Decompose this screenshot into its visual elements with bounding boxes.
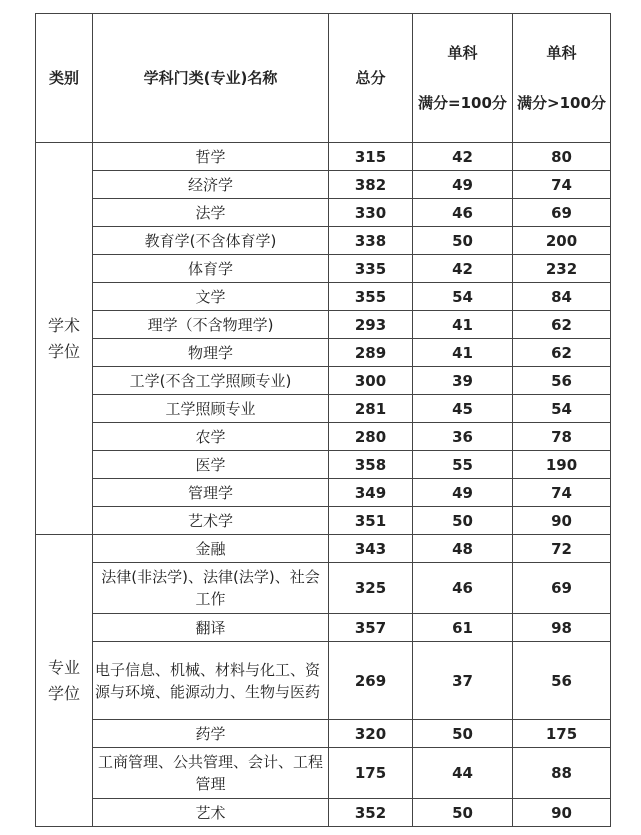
subject-name-cell: 文学 bbox=[93, 283, 329, 311]
table-row bbox=[36, 367, 611, 395]
single-100-score-cell: 49 bbox=[413, 171, 513, 199]
subject-name-cell: 翻译 bbox=[93, 614, 329, 642]
table-row bbox=[36, 395, 611, 423]
total-score-cell: 280 bbox=[329, 423, 413, 451]
single-100-score-cell: 50 bbox=[413, 799, 513, 827]
single-100-score-cell: 44 bbox=[413, 748, 513, 799]
table-row bbox=[36, 535, 611, 563]
single-over-100-score-cell: 74 bbox=[513, 171, 611, 199]
total-score-cell: 315 bbox=[329, 143, 413, 171]
single-100-score-cell: 61 bbox=[413, 614, 513, 642]
table-row bbox=[36, 171, 611, 199]
total-score-cell: 358 bbox=[329, 451, 413, 479]
total-score-cell: 269 bbox=[329, 642, 413, 720]
header-single-100 bbox=[413, 14, 513, 143]
single-100-score-cell: 41 bbox=[413, 311, 513, 339]
subject-name-cell: 理学（不含物理学) bbox=[93, 311, 329, 339]
table-row bbox=[36, 507, 611, 535]
single-over-100-score-cell: 90 bbox=[513, 799, 611, 827]
single-over-100-score-cell: 56 bbox=[513, 367, 611, 395]
subject-name-cell: 电子信息、机械、材料与化工、资源与环境、能源动力、生物与医药 bbox=[93, 642, 329, 720]
single-over-100-score-cell: 54 bbox=[513, 395, 611, 423]
subject-name-cell: 法律(非法学)、法律(法学)、社会工作 bbox=[93, 563, 329, 614]
total-score-cell: 351 bbox=[329, 507, 413, 535]
total-score-cell: 343 bbox=[329, 535, 413, 563]
subject-name-cell: 教育学(不含体育学) bbox=[93, 227, 329, 255]
subject-name-cell: 农学 bbox=[93, 423, 329, 451]
header-category: 类别 bbox=[36, 14, 93, 143]
total-score-cell: 175 bbox=[329, 748, 413, 799]
subject-name-cell: 医学 bbox=[93, 451, 329, 479]
total-score-cell: 330 bbox=[329, 199, 413, 227]
subject-name-cell: 法学 bbox=[93, 199, 329, 227]
category-cell: 专业学位 bbox=[36, 535, 93, 827]
table-row bbox=[36, 799, 611, 827]
single-100-score-cell: 50 bbox=[413, 507, 513, 535]
total-score-cell: 338 bbox=[329, 227, 413, 255]
single-over-100-score-cell: 84 bbox=[513, 283, 611, 311]
header-subject: 学科门类(专业)名称 bbox=[93, 14, 329, 143]
total-score-cell: 335 bbox=[329, 255, 413, 283]
table-row bbox=[36, 642, 611, 720]
single-100-score-cell: 46 bbox=[413, 563, 513, 614]
single-over-100-score-cell: 56 bbox=[513, 642, 611, 720]
single-over-100-score-cell: 232 bbox=[513, 255, 611, 283]
header-single-100-line2: 满分=100分 bbox=[418, 94, 507, 112]
table-row bbox=[36, 311, 611, 339]
total-score-cell: 300 bbox=[329, 367, 413, 395]
total-score-cell: 293 bbox=[329, 311, 413, 339]
single-over-100-score-cell: 78 bbox=[513, 423, 611, 451]
single-over-100-score-cell: 69 bbox=[513, 563, 611, 614]
single-over-100-score-cell: 62 bbox=[513, 311, 611, 339]
single-100-score-cell: 42 bbox=[413, 255, 513, 283]
single-100-score-cell: 41 bbox=[413, 339, 513, 367]
table-row bbox=[36, 227, 611, 255]
single-over-100-score-cell: 98 bbox=[513, 614, 611, 642]
table-row bbox=[36, 720, 611, 748]
header-single-over-100-line2: 满分>100分 bbox=[517, 94, 606, 112]
subject-name-cell: 体育学 bbox=[93, 255, 329, 283]
single-100-score-cell: 50 bbox=[413, 227, 513, 255]
single-over-100-score-cell: 72 bbox=[513, 535, 611, 563]
single-over-100-score-cell: 200 bbox=[513, 227, 611, 255]
single-100-score-cell: 42 bbox=[413, 143, 513, 171]
single-100-score-cell: 45 bbox=[413, 395, 513, 423]
single-100-score-cell: 46 bbox=[413, 199, 513, 227]
table-row bbox=[36, 563, 611, 614]
total-score-cell: 382 bbox=[329, 171, 413, 199]
table-body bbox=[36, 143, 611, 827]
score-table bbox=[35, 13, 611, 827]
subject-name-cell: 哲学 bbox=[93, 143, 329, 171]
single-100-score-cell: 36 bbox=[413, 423, 513, 451]
single-over-100-score-cell: 62 bbox=[513, 339, 611, 367]
header-single-100-line1: 单科 bbox=[447, 44, 478, 62]
subject-name-cell: 工商管理、公共管理、会计、工程管理 bbox=[93, 748, 329, 799]
subject-name-cell: 物理学 bbox=[93, 339, 329, 367]
header-single-over-100 bbox=[513, 14, 611, 143]
subject-name-cell: 药学 bbox=[93, 720, 329, 748]
single-over-100-score-cell: 90 bbox=[513, 507, 611, 535]
total-score-cell: 289 bbox=[329, 339, 413, 367]
single-over-100-score-cell: 80 bbox=[513, 143, 611, 171]
single-over-100-score-cell: 175 bbox=[513, 720, 611, 748]
total-score-cell: 349 bbox=[329, 479, 413, 507]
table-row bbox=[36, 199, 611, 227]
table-row bbox=[36, 255, 611, 283]
header-single-over-100-line1: 单科 bbox=[546, 44, 577, 62]
single-100-score-cell: 48 bbox=[413, 535, 513, 563]
header-row bbox=[36, 14, 611, 143]
single-over-100-score-cell: 88 bbox=[513, 748, 611, 799]
total-score-cell: 325 bbox=[329, 563, 413, 614]
table-row bbox=[36, 451, 611, 479]
single-100-score-cell: 37 bbox=[413, 642, 513, 720]
single-100-score-cell: 39 bbox=[413, 367, 513, 395]
subject-name-cell: 工学照顾专业 bbox=[93, 395, 329, 423]
table-row bbox=[36, 748, 611, 799]
table-row bbox=[36, 339, 611, 367]
single-100-score-cell: 49 bbox=[413, 479, 513, 507]
total-score-cell: 357 bbox=[329, 614, 413, 642]
total-score-cell: 355 bbox=[329, 283, 413, 311]
single-over-100-score-cell: 69 bbox=[513, 199, 611, 227]
table-row bbox=[36, 283, 611, 311]
total-score-cell: 352 bbox=[329, 799, 413, 827]
category-cell: 学术学位 bbox=[36, 143, 93, 535]
single-100-score-cell: 54 bbox=[413, 283, 513, 311]
table-row bbox=[36, 143, 611, 171]
header-total: 总分 bbox=[329, 14, 413, 143]
single-100-score-cell: 50 bbox=[413, 720, 513, 748]
subject-name-cell: 金融 bbox=[93, 535, 329, 563]
table-row bbox=[36, 423, 611, 451]
subject-name-cell: 工学(不含工学照顾专业) bbox=[93, 367, 329, 395]
table-row bbox=[36, 614, 611, 642]
single-over-100-score-cell: 74 bbox=[513, 479, 611, 507]
subject-name-cell: 艺术学 bbox=[93, 507, 329, 535]
subject-name-cell: 经济学 bbox=[93, 171, 329, 199]
single-over-100-score-cell: 190 bbox=[513, 451, 611, 479]
table-row bbox=[36, 479, 611, 507]
subject-name-cell: 管理学 bbox=[93, 479, 329, 507]
single-100-score-cell: 55 bbox=[413, 451, 513, 479]
total-score-cell: 281 bbox=[329, 395, 413, 423]
subject-name-cell: 艺术 bbox=[93, 799, 329, 827]
total-score-cell: 320 bbox=[329, 720, 413, 748]
